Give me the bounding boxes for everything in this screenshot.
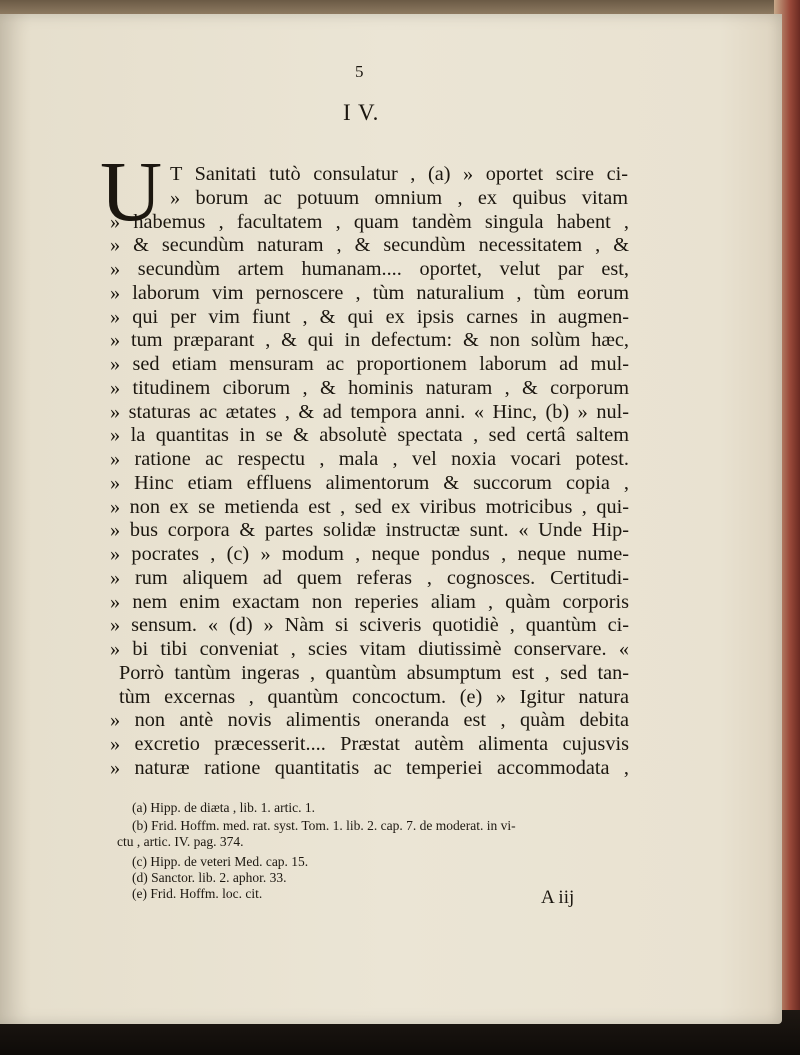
text-line: » sensum. « (d) » Nàm si sciveris quotidiè , quantùm ci-: [110, 614, 629, 637]
signature-mark: A iij: [541, 887, 575, 908]
text-line: tùm excernas , quantùm concoctum. (e) » Igitur natura: [119, 685, 629, 708]
text-line: » laborum vim pernoscere , tùm naturalium , tùm eorum: [110, 281, 629, 304]
footnote: ctu , artic. IV. pag. 374.: [117, 834, 244, 849]
footnote: (a) Hipp. de diæta , lib. 1. artic. 1.: [132, 800, 315, 815]
text-line: » & secundùm naturam , & secundùm necessitatem , &: [110, 234, 629, 257]
book-page: [0, 14, 782, 1024]
text-line: » borum ac potuum omnium , ex quibus vitam: [170, 186, 628, 209]
text-line: » staturas ac ætates , & ad tempora anni. « Hinc, (b) » nul-: [110, 400, 629, 423]
text-line: Porrò tantùm ingeras , quantùm absumptum est , sed tan-: [119, 661, 629, 684]
text-line: » bus corpora & partes solidæ instructæ sunt. « Unde Hip-: [110, 519, 629, 542]
text-line: » nem enim exactam non reperies aliam , quàm corporis: [110, 590, 629, 613]
page-text: [0, 14, 782, 1024]
text-line: » tum præparant , & qui in defectum: & non solùm hæc,: [110, 329, 629, 352]
text-line: » pocrates , (c) » modum , neque pondus , neque nume-: [110, 543, 629, 565]
text-line: » non antè novis alimentis oneranda est , quàm debita: [110, 709, 629, 732]
footnote: (e) Frid. Hoffm. loc. cit.: [132, 886, 263, 901]
text-line: » titudinem ciborum , & hominis naturam , & corporum: [110, 376, 629, 399]
page-number: 5: [355, 62, 364, 81]
text-line: » excretio præcesserit.... Præstat autèm alimenta cujusvis: [110, 733, 629, 755]
text-line: » habemus , facultatem , quam tandèm singula habent ,: [110, 210, 629, 233]
footnote: (d) Sanctor. lib. 2. aphor. 33.: [132, 870, 287, 885]
text-line: » secundùm artem humanam.... oportet, velut par est,: [110, 258, 629, 280]
text-line: » ratione ac respectu , mala , vel noxia vocari potest.: [110, 448, 629, 470]
text-line: » sed etiam mensuram ac proportionem laborum ad mul-: [110, 353, 629, 375]
text-line: » Hinc etiam effluens alimentorum & succorum copia ,: [110, 471, 629, 494]
footnote: (b) Frid. Hoffm. med. rat. syst. Tom. 1. lib. 2. cap. 7. de moderat. in vi-: [132, 818, 516, 833]
text-line: T Sanitati tutò consulatur , (a) » oportet scire ci-: [170, 163, 628, 185]
text-line: » bi tibi conveniat , scies vitam diutissimè conservare. «: [110, 638, 629, 660]
text-line: » rum aliquem ad quem referas , cognosces. Certitudi-: [110, 566, 629, 589]
text-line: » la quantitas in se & absolutè spectata , sed certâ saltem: [110, 424, 629, 447]
text-line: » non ex se metienda est , sed ex viribus motricibus , qui-: [110, 495, 629, 518]
text-line: » naturæ ratione quantitatis ac temperiei accommodata ,: [110, 756, 629, 779]
text-line: » qui per vim fiunt , & qui ex ipsis carnes in augmen-: [110, 305, 629, 328]
section-heading: I V.: [343, 100, 380, 125]
drop-cap: U: [100, 143, 163, 239]
footnote: (c) Hipp. de veteri Med. cap. 15.: [132, 854, 309, 869]
